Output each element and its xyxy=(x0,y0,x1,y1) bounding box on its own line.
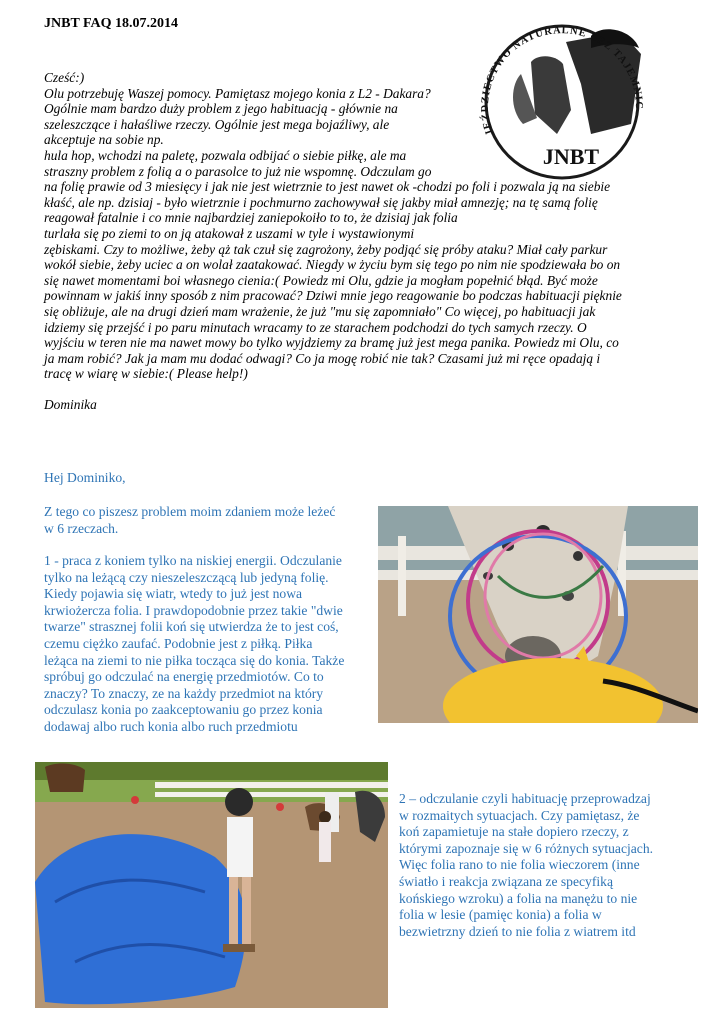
reply-line: dodawaj albo ruch konia albo ruch przedmiotu xyxy=(44,718,298,734)
letter-line: Olu potrzebuję Waszej pomocy. Pamiętasz mojego konia z L2 - Dakara? xyxy=(44,85,431,101)
letter-line: powinnam w jakiś inny sposób z nim pracować? Dziwi mnie jego reagowanie bo podczas habituacji pięknie xyxy=(44,288,622,304)
reply-line: w rozmaitych sytuacjach. Czy pamiętasz, że xyxy=(399,807,640,823)
reply-line: leżąca na ziemi to nie piłka tocząca się do konia. Także xyxy=(44,652,345,668)
reply-line: Kiedy pojawia się wiatr, wtedy to już jest nowa xyxy=(44,586,303,602)
reply-line: Z tego co piszesz problem moim zdaniem może leżeć xyxy=(44,504,336,519)
reply-line: światło i reakcja związana ze specyfiką xyxy=(399,873,613,889)
letter-line: straszny problem z folią a o parasolce to już nie wspomnę. Odczulam go xyxy=(44,163,432,179)
reader-letter xyxy=(44,70,684,413)
reply-line: czemu ciężko zaufać. Podobnie jest z piłką. Piłka xyxy=(44,635,313,651)
reply-line: bezwietrzny dzień to nie folia z wiatrem itd xyxy=(399,923,636,939)
reply-line: twarze" strasznej folii koń się utwierdza że to jest coś, xyxy=(44,619,339,635)
letter-line: kłaść, ale np. dzisiaj - było wietrznie i pochmurno zachowywał się jakby miał amnezję; na tę samą folię xyxy=(44,194,598,210)
reply-line: spróbuj go odczulać na energię przedmiotów. Co to xyxy=(44,669,324,685)
letter-line: akceptuje na sobie np. xyxy=(44,132,164,148)
reply-line: końskiego wzroku) a folia na manężu to nie xyxy=(399,890,638,906)
horse-with-ball-photo xyxy=(378,506,698,723)
letter-line: się nawet momentami boi własnego cienia:( Powiedz mi Olu, gdzie ja mogłam popełnić błąd. Być może xyxy=(44,272,598,288)
spacer xyxy=(44,382,684,398)
document-title: JNBT FAQ 18.07.2014 xyxy=(44,16,179,31)
reply-intro xyxy=(44,504,335,537)
letter-line: się obliżuje, ale na drugi dzień mam wrażenie, że już "mu się zapomniało" Co więcej, po habituacji jak xyxy=(44,303,596,319)
letter-line: wyjściu w teren nie ma nawet mowy bo tylko wyjdziemy za bramę już jest mega panika. Powiedz mi Olu, co xyxy=(44,335,619,351)
letter-line: wokół siebie, żeby uciec a on wolał zaatakować. Niegdy w życiu bym się tego po nim nie spodziewała bo on xyxy=(44,257,621,273)
reply-point-1 xyxy=(44,553,344,736)
reply-point-2 xyxy=(399,791,653,940)
reply-line: znaczy? To znaczy, ze na każdy przedmiot na który xyxy=(44,685,324,701)
letter-line: szeleszczące i hałaśliwe rzeczy. Ogólnie jest mega bojaźliwy, ale xyxy=(44,116,390,132)
letter-line: Ogólnie mam bardzo duży problem z jego habituacją - głównie na xyxy=(44,101,398,117)
letter-line: reagował fatalnie i co mnie najbardziej zaniepokoiło to to, że dzisiaj jak folia xyxy=(44,210,458,226)
reply-line: tylko na leżącą czy nieszeleszczącą lub jedyną folię. xyxy=(44,569,329,585)
reply-greeting: Hej Dominiko, xyxy=(44,470,126,485)
reply-line: którymi zapoznaje się w 6 różnych sytuacjach. xyxy=(399,840,654,856)
letter-line: turlała się po ziemi to on ją atakował z uszami w tyle i wystawionymi xyxy=(44,225,415,241)
letter-line: ja mam robić? Jak ja mam mu dodać odwagi? Co ja mogę robić nie tak? Czasami już mi ręce opadają i xyxy=(44,350,601,366)
logo-ring-text: JEŹDZIECTWO NATURALNE BEZ TAJEMNIC xyxy=(479,25,645,137)
reply-line: 2 – odczulanie czyli habituację przeprowadzaj xyxy=(399,791,651,806)
letter-line: hula hop, wchodzi na paletę, pozwala odbijać o siebie piłkę, ale ma xyxy=(44,147,407,163)
letter-line: idziemy się przejść i po paru minutach wracamy to ze starachem podchodzi do tych samych rzeczy. O xyxy=(44,319,587,335)
logo-monogram: JNBT xyxy=(542,144,600,169)
letter-signature: Dominika xyxy=(44,397,97,413)
reply-line: koń zapamietuje na stałe dopiero rzeczy, z xyxy=(399,824,629,840)
reply-line: w 6 rzeczach. xyxy=(44,520,119,536)
reply-line: 1 - praca z koniem tylko na niskiej energii. Odczulanie xyxy=(44,553,342,568)
reply-line: folia w lesie (pamięc konia) a folia w xyxy=(399,907,602,923)
reply-line: krwiożercza folia. I prawdopodobnie przez takie "dwie xyxy=(44,602,343,618)
reply-line: odczulasz konia po zaakceptowaniu go przez konia xyxy=(44,702,323,718)
letter-line: na folię prawie od 3 miesięcy i jak nie jest wietrznie to jest nawet ok -chodzi po foli i pozwala ją na siebie xyxy=(44,179,611,195)
reply-line: Więc folia rano to nie folia wieczorem (inne xyxy=(399,857,640,873)
tarp-training-photo xyxy=(35,762,388,1008)
letter-line: tracę w wiarę w siebie:( Please help!) xyxy=(44,366,248,382)
letter-line: Cześć:) xyxy=(44,70,85,85)
letter-line: zębiskami. Czy to możliwe, żeby ąż tak czuł się zagrożony, żeby podjąć się próby ataku? Miał cały parkur xyxy=(44,241,608,257)
